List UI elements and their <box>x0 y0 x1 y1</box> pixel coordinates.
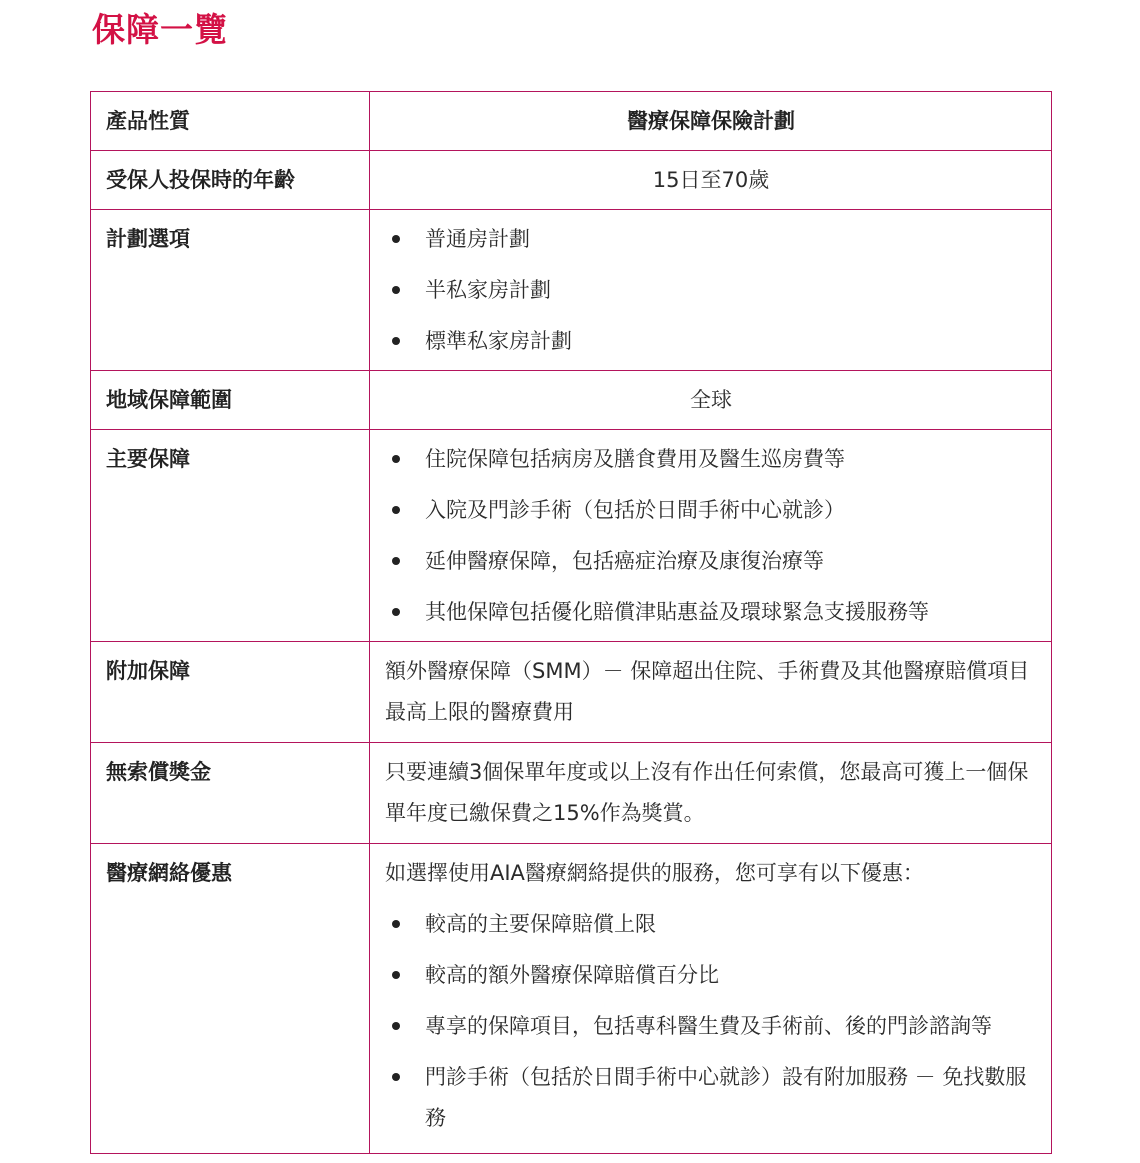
bullet-icon <box>392 286 400 294</box>
list-item <box>385 444 1037 474</box>
row-intro-text: 如選擇使用AIA醫療網絡提供的服務，您可享有以下優惠： <box>385 861 924 885</box>
list-item-text: 半私家房計劃 <box>425 278 551 302</box>
bullet-icon <box>392 608 400 616</box>
row-value <box>370 430 1052 642</box>
list-item <box>385 326 1037 356</box>
bullet-icon <box>392 506 400 514</box>
bullet-icon <box>392 920 400 928</box>
row-value: 全球 <box>370 371 1052 430</box>
bullet-icon <box>392 455 400 463</box>
list-item <box>385 546 1037 576</box>
list-item <box>385 495 1037 525</box>
row-value <box>370 642 1052 743</box>
list-item-text: 專享的保障項目，包括專科醫生費及手術前、後的門診諮詢等 <box>425 1014 992 1038</box>
row-label: 主要保障 <box>91 430 370 642</box>
bullet-list <box>385 909 1037 1139</box>
list-item <box>385 597 1037 627</box>
table-row-entry-age <box>91 151 1052 210</box>
bullet-icon <box>392 557 400 565</box>
row-label: 地域保障範圍 <box>91 371 370 430</box>
list-item-text: 住院保障包括病房及膳食費用及醫生巡房費等 <box>425 447 845 471</box>
bullet-icon <box>392 1022 400 1030</box>
list-item <box>385 275 1037 305</box>
table-row-no-claim-bonus <box>91 743 1052 844</box>
list-item <box>385 909 1037 939</box>
list-item-text: 其他保障包括優化賠償津貼惠益及環球緊急支援服務等 <box>425 600 929 624</box>
list-item <box>385 224 1037 254</box>
row-value: 15日至70歲 <box>370 151 1052 210</box>
benefits-summary-table <box>90 91 1052 1154</box>
list-item-text: 較高的主要保障賠償上限 <box>425 912 656 936</box>
row-value <box>370 210 1052 371</box>
row-label: 醫療網絡優惠 <box>91 844 370 1154</box>
list-item-text: 普通房計劃 <box>425 227 530 251</box>
bullet-icon <box>392 235 400 243</box>
table-row-coverage-area <box>91 371 1052 430</box>
list-item <box>385 1057 1037 1139</box>
bullet-icon <box>392 337 400 345</box>
table-row-plan-options <box>91 210 1052 371</box>
list-item-text: 較高的額外醫療保障賠償百分比 <box>425 963 719 987</box>
list-item-text: 標準私家房計劃 <box>425 329 572 353</box>
list-item <box>385 960 1037 990</box>
list-item <box>385 1011 1037 1041</box>
row-value <box>370 844 1052 1154</box>
bullet-icon <box>392 1073 400 1081</box>
bullet-list <box>385 224 1037 356</box>
list-item-text: 門診手術（包括於日間手術中心就診）設有附加服務 － 免找數服務 <box>425 1065 1027 1130</box>
table-row-medical-network-privileges <box>91 844 1052 1154</box>
row-label: 受保人投保時的年齡 <box>91 151 370 210</box>
row-label: 產品性質 <box>91 92 370 151</box>
bullet-list <box>385 444 1037 627</box>
page-title: 保障一覽 <box>92 10 228 49</box>
table-row-product-nature <box>91 92 1052 151</box>
row-value <box>370 743 1052 844</box>
row-value: 醫療保障保險計劃 <box>370 92 1052 151</box>
bullet-icon <box>392 971 400 979</box>
table-row-main-benefits <box>91 430 1052 642</box>
table-row-supplementary-benefits <box>91 642 1052 743</box>
row-text: 額外醫療保障（SMM）－ 保障超出住院、手術費及其他醫療賠償項目最高上限的醫療費用 <box>385 659 1030 724</box>
list-item-text: 入院及門診手術（包括於日間手術中心就診） <box>425 498 845 522</box>
row-label: 無索償獎金 <box>91 743 370 844</box>
row-text: 只要連續3個保單年度或以上沒有作出任何索償，您最高可獲上一個保單年度已繳保費之15%作為獎賞。 <box>385 760 1029 825</box>
row-label: 附加保障 <box>91 642 370 743</box>
list-item-text: 延伸醫療保障，包括癌症治療及康復治療等 <box>425 549 824 573</box>
row-label: 計劃選項 <box>91 210 370 371</box>
